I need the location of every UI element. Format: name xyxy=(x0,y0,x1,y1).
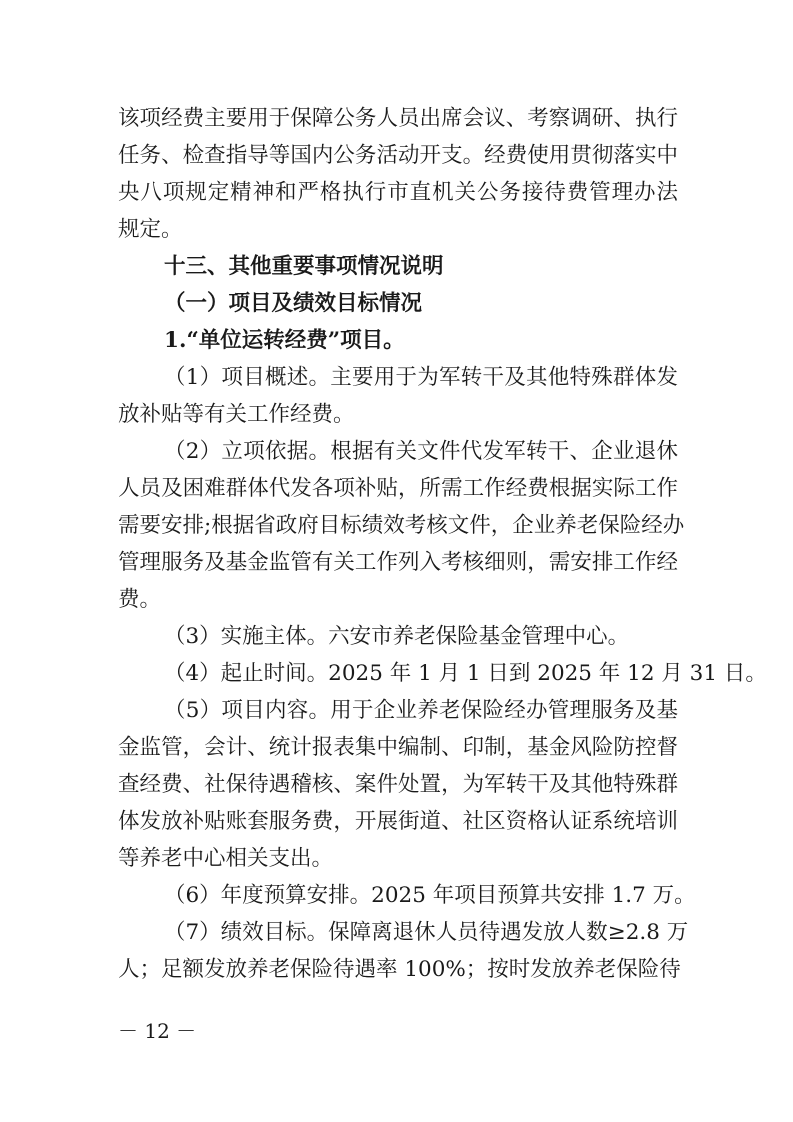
body-line: 体发放补贴账套服务费，开展街道、社区资格认证系统培训 xyxy=(118,809,678,834)
body-line: （5）项目内容。用于企业养老保险经办管理服务及基 xyxy=(164,698,678,723)
body-line: 放补贴等有关工作经费。 xyxy=(118,402,355,427)
body-line: 人员及困难群体代发各项补贴，所需工作经费根据实际工作 xyxy=(118,476,678,501)
body-line: 查经费、社保待遇稽核、案件处置，为军转干及其他特殊群 xyxy=(118,772,678,797)
subsection-heading: （一）项目及绩效目标情况 xyxy=(164,291,423,316)
body-line: 人；足额发放养老保险待遇率 100%；按时发放养老保险待 xyxy=(118,957,681,982)
section-heading: 十三、其他重要事项情况说明 xyxy=(164,254,444,279)
body-line: 规定。 xyxy=(118,217,183,242)
body-line: 金监管，会计、统计报表集中编制、印制，基金风险防控督 xyxy=(118,735,678,760)
page-number: － 12 － xyxy=(118,1019,197,1043)
body-line: 等养老中心相关支出。 xyxy=(118,846,334,871)
body-line: 管理服务及基金监管有关工作列入考核细则，需安排工作经 xyxy=(118,550,678,575)
body-line: 需要安排;根据省政府目标绩效考核文件，企业养老保险经办 xyxy=(118,513,685,538)
body-line: （1）项目概述。主要用于为军转干及其他特殊群体发 xyxy=(164,365,678,390)
body-line: （3）实施主体。六安市养老保险基金管理中心。 xyxy=(164,624,630,649)
body-line: （4）起止时间。2025 年 1 月 1 日到 2025 年 12 月 31 日。 xyxy=(164,661,767,686)
body-line: （2）立项依据。根据有关文件代发军转干、企业退休 xyxy=(164,439,678,464)
body-line: 任务、检查指导等国内公务活动开支。经费使用贯彻落实中 xyxy=(118,143,678,168)
body-line: （6）年度预算安排。2025 年项目预算共安排 1.7 万。 xyxy=(164,883,696,908)
body-line: 费。 xyxy=(118,587,162,612)
body-line: 该项经费主要用于保障公务人员出席会议、考察调研、执行 xyxy=(118,106,678,131)
body-line: 央八项规定精神和严格执行市直机关公务接待费管理办法 xyxy=(118,180,678,205)
item-heading: 1.“单位运转经费”项目。 xyxy=(164,328,405,353)
body-line: （7）绩效目标。保障离退休人员待遇发放人数≥2.8 万 xyxy=(164,920,689,945)
